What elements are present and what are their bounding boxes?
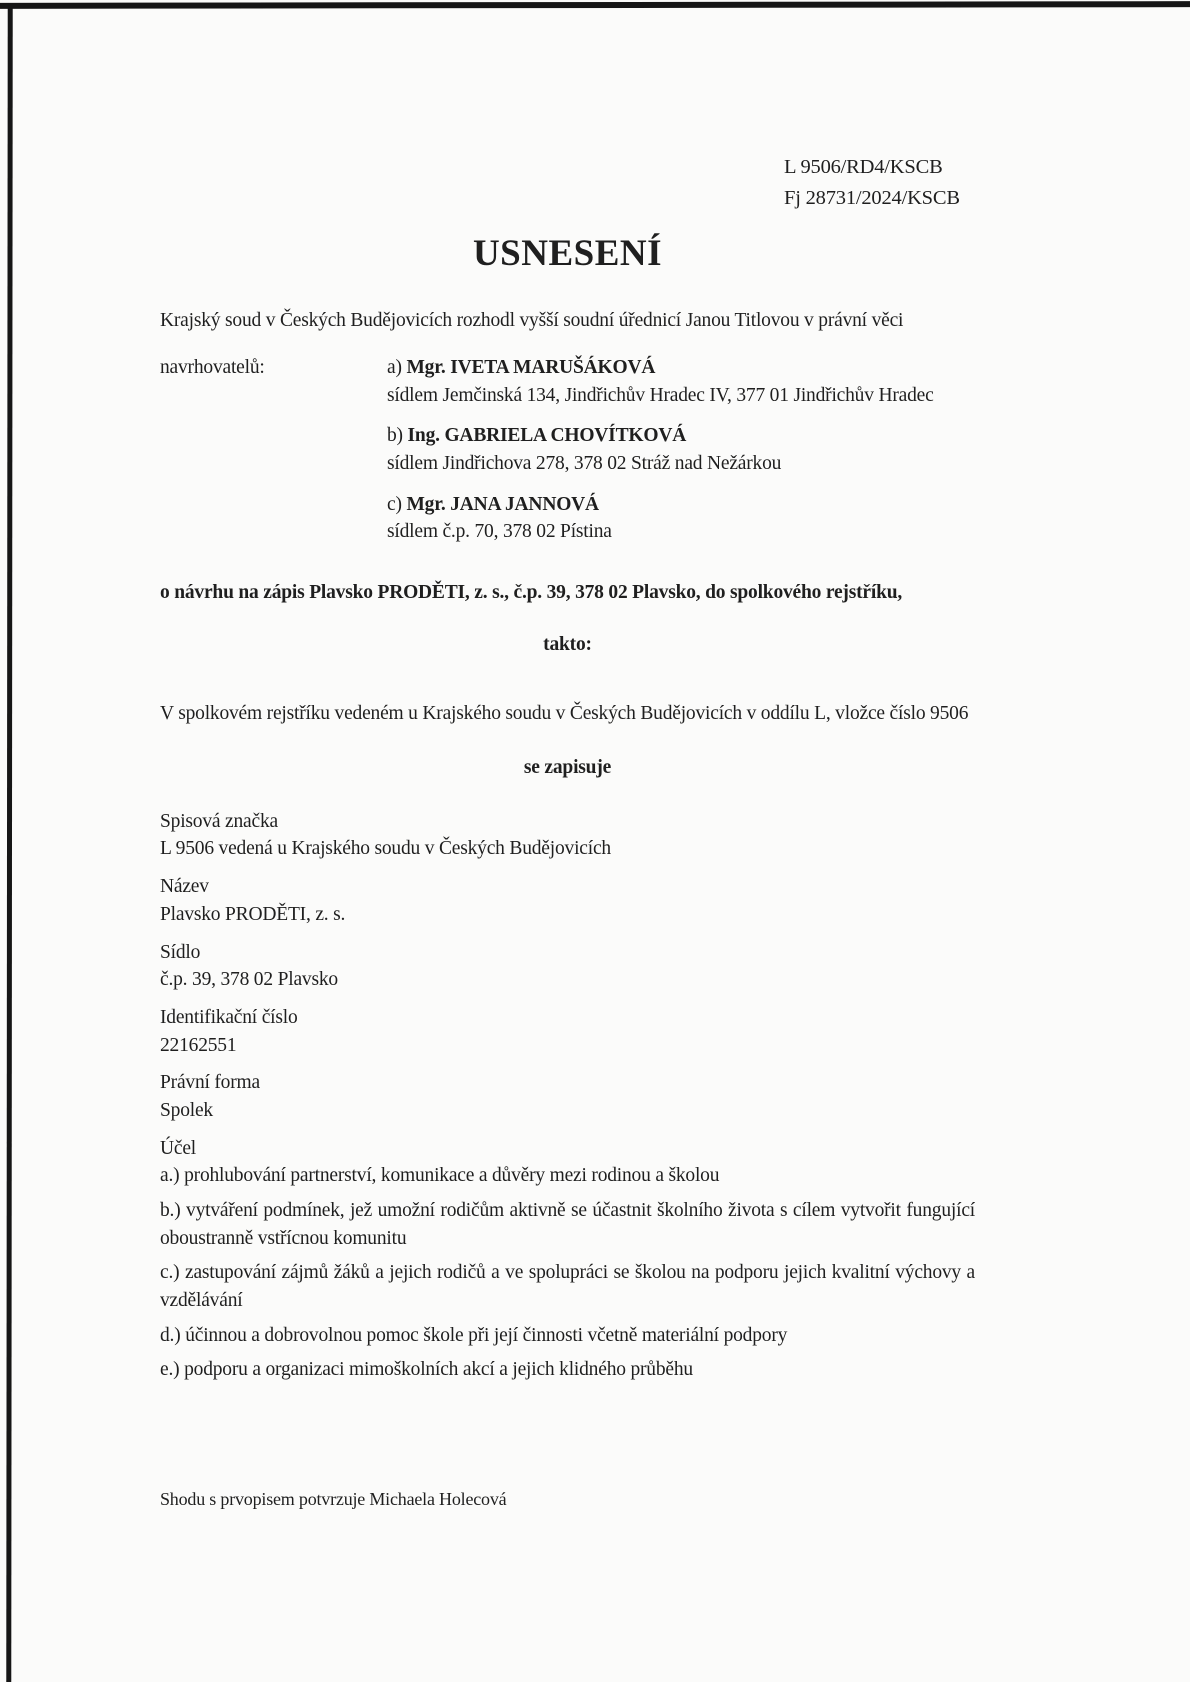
purpose-item-a: a.) prohlubování partnerství, komunikace a důvěry mezi rodinou a školou: [160, 1165, 720, 1187]
entry-label: Sídlo: [160, 941, 201, 963]
purpose-item-c: c.) zastupování zájmů žáků a jejich rodičů a ve spolupráci se školou na podporu jejich kvalitní výchovy a vzdělávání: [160, 1262, 975, 1312]
subject-paragraph: o návrhu na zápis Plavsko PRODĚTI, z. s., č.p. 39, 378 02 Plavsko, do spolkového rejstříku,: [160, 582, 903, 604]
reference-numbers: [784, 152, 975, 214]
applicants-label: navrhovatelů:: [160, 356, 265, 378]
scan-edge-left: [6, 6, 12, 1682]
entry-label: Identifikační číslo: [160, 1006, 298, 1028]
takto-heading: takto:: [543, 633, 592, 655]
entry-identifikacni-cislo: [160, 1004, 975, 1059]
entry-sidlo: [160, 939, 975, 994]
purpose-item-d: d.) účinnou a dobrovolnou pomoc škole při její činnosti včetně materiální podpory: [160, 1324, 788, 1346]
applicant-c: [387, 491, 975, 546]
entry-value: Spolek: [160, 1099, 213, 1121]
applicant-name-text: Mgr. IVETA MARUŠÁKOVÁ: [406, 356, 656, 378]
applicant-name: [387, 491, 975, 519]
case-reference-1: L 9506/RD4/KSCB: [784, 156, 943, 178]
applicant-name: [387, 422, 975, 450]
applicant-b: [387, 422, 975, 477]
document-content: [160, 0, 975, 1394]
intro-paragraph: Krajský soud v Českých Budějovicích rozhodl vyšší soudní úřednicí Janou Titlovou v právní věci: [160, 309, 904, 331]
purpose-item-e: e.) podporu a organizaci mimoškolních akcí a jejich klidného průběhu: [160, 1359, 693, 1381]
applicant-address: sídlem Jindřichova 278, 378 02 Stráž nad Nežárkou: [387, 452, 782, 474]
document-title: USNESENÍ: [472, 233, 663, 275]
ruling-intro-paragraph: V spolkovém rejstříku vedeném u Krajského soudu v Českých Budějovicích v oddílu L, vložce číslo 9506: [160, 703, 969, 725]
applicants-section: [160, 354, 975, 559]
applicant-prefix: c): [387, 493, 407, 515]
applicant-name: [387, 354, 975, 382]
entry-value: L 9506 vedená u Krajského soudu v Českých Budějovicích: [160, 838, 611, 860]
applicant-address: sídlem Jemčinská 134, Jindřichův Hradec IV, 377 01 Jindřichův Hradec: [387, 384, 934, 406]
applicant-name-text: Mgr. JANA JANNOVÁ: [406, 493, 599, 515]
se-zapisuje-heading: se zapisuje: [523, 757, 612, 779]
applicant-a: [387, 354, 975, 409]
entry-label: Název: [160, 876, 209, 898]
applicant-prefix: b): [387, 425, 408, 447]
entry-value: Plavsko PRODĚTI, z. s.: [160, 903, 346, 925]
applicant-prefix: a): [387, 356, 407, 378]
purpose-label: Účel: [160, 1137, 197, 1159]
case-reference-2: Fj 28731/2024/KSCB: [784, 187, 960, 210]
entry-spisova-znacka: [160, 808, 975, 863]
entry-label: Právní forma: [160, 1072, 260, 1094]
entry-label: Spisová značka: [160, 810, 278, 832]
purpose-section: [160, 1135, 975, 1385]
certification-note: Shodu s prvopisem potvrzuje Michaela Holecová: [160, 1489, 507, 1509]
applicant-list: [387, 354, 975, 559]
purpose-item-b: b.) vytváření podmínek, jež umožní rodičům aktivně se účastnit školního života s cílem vytvořit fungující oboustranně vstřícnou komunitu: [160, 1200, 975, 1249]
entry-pravni-forma: [160, 1069, 975, 1124]
applicant-address: sídlem č.p. 70, 378 02 Pístina: [387, 521, 612, 543]
entry-value: č.p. 39, 378 02 Plavsko: [160, 969, 338, 991]
entry-value: 22162551: [160, 1034, 237, 1056]
applicant-name-text: Ing. GABRIELA CHOVÍTKOVÁ: [407, 425, 687, 447]
entry-nazev: [160, 873, 975, 928]
